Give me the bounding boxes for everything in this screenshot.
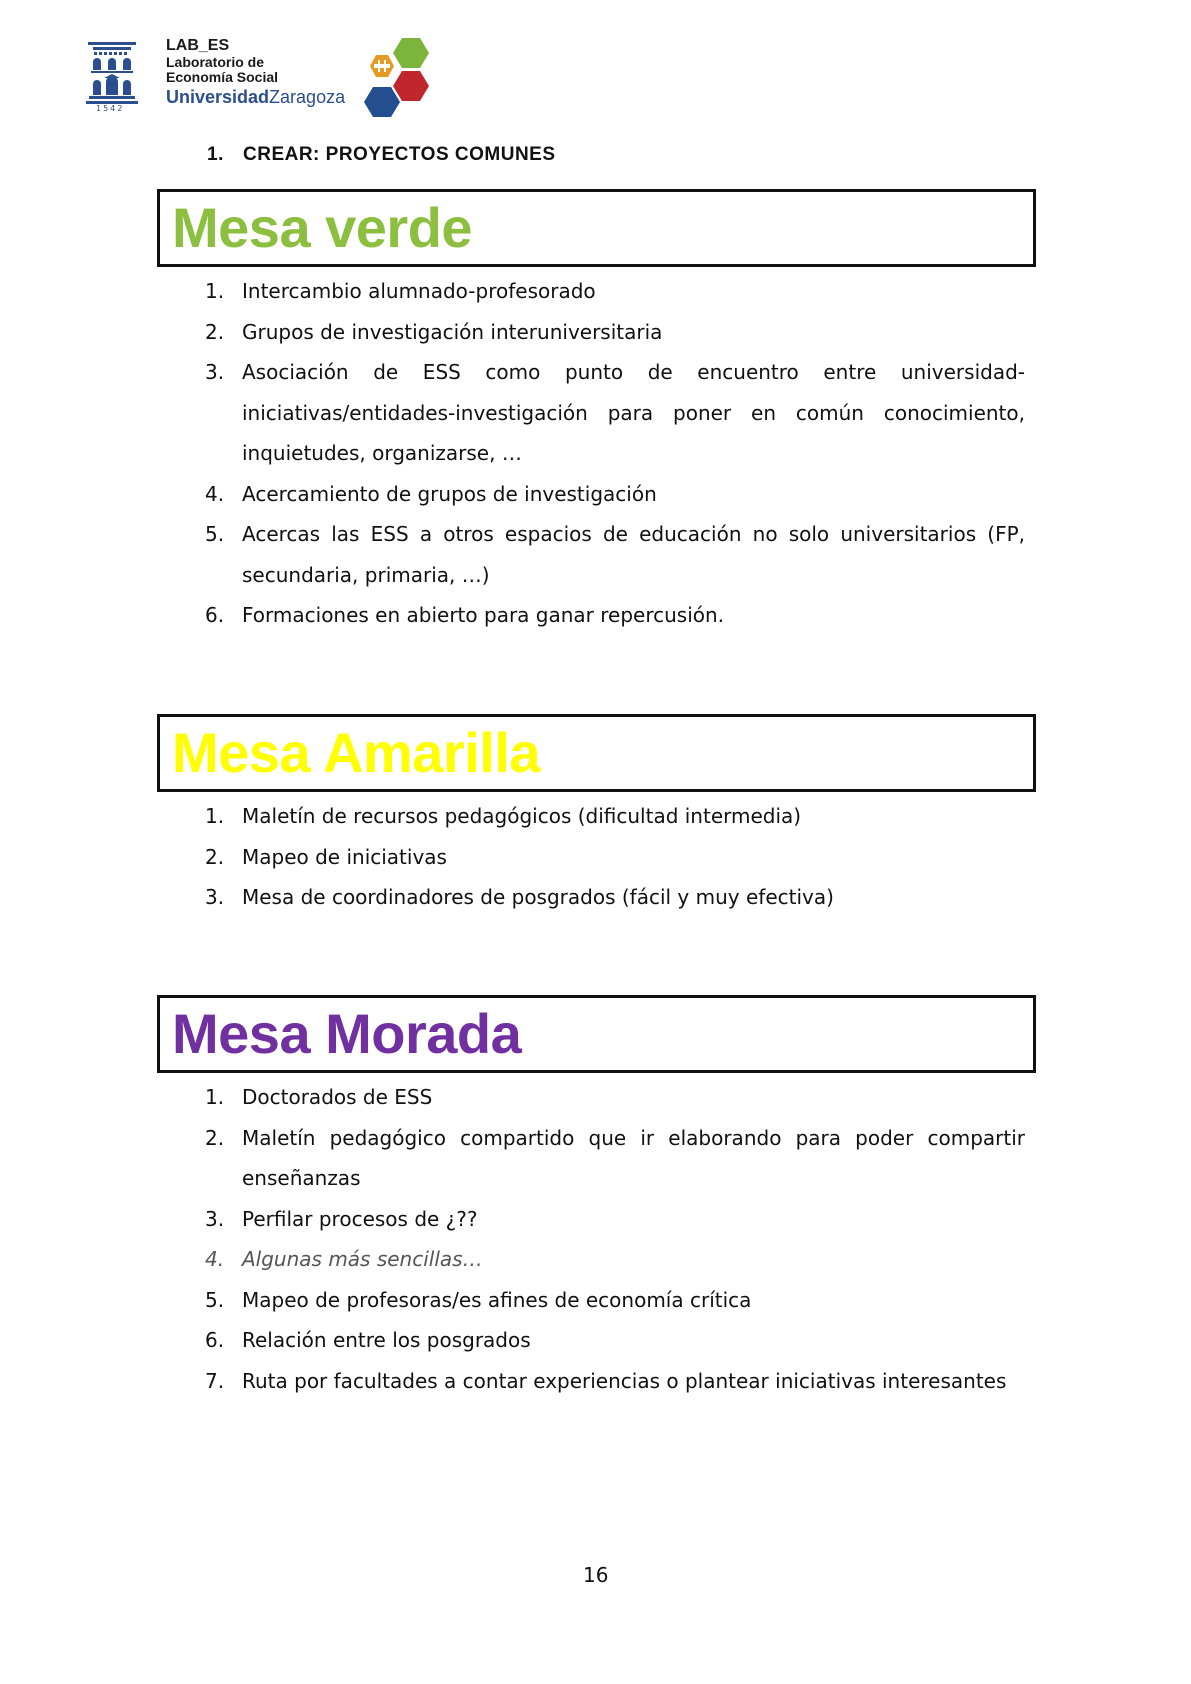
lab-subtitle-line1: Laboratorio de xyxy=(166,54,265,70)
mesa-verde-list xyxy=(205,271,1025,636)
document-header xyxy=(86,34,436,124)
list-item: 3. Mesa de coordinadores de posgrados (fácil y muy efectiva) xyxy=(205,885,834,909)
university-name-regular: Zaragoza xyxy=(269,87,346,107)
list-item: 3. Perfilar procesos de ¿?? xyxy=(205,1206,478,1231)
mesa-amarilla-list xyxy=(205,796,1025,918)
hexagon-logo-icon xyxy=(362,34,436,120)
list-item: 6. Formaciones en abierto para ganar repercusión. xyxy=(205,603,725,627)
list-item: 2. Maletín pedagógico compartido que ir elaborando para poder compartir enseñanzas xyxy=(205,1125,1025,1190)
list-item: 2. Mapeo de iniciativas xyxy=(205,844,447,869)
list-item-faded: 4. Algunas más sencillas… xyxy=(205,1247,483,1271)
list-item: 1. Intercambio alumnado-profesorado xyxy=(205,279,596,303)
list-item: 1. Doctorados de ESS xyxy=(205,1085,433,1109)
university-name-bold: Universidad xyxy=(166,87,270,107)
green-hexagon xyxy=(393,38,429,68)
section-heading xyxy=(207,144,556,166)
mesa-morada-title: Mesa Morada xyxy=(172,1002,522,1065)
mesa-morada-list xyxy=(205,1077,1025,1401)
red-hexagon xyxy=(393,71,429,101)
lab-title: LAB_ES xyxy=(166,37,230,54)
crest-year: 1542 xyxy=(96,104,125,113)
list-item: 5. Mapeo de profesoras/es afines de economía crítica xyxy=(205,1287,752,1312)
list-item: 4. Acercamiento de grupos de investigación xyxy=(205,481,657,506)
mesa-amarilla-title: Mesa Amarilla xyxy=(172,721,541,784)
list-item: 7. Ruta por facultades a contar experiencias o plantear iniciativas interesantes xyxy=(205,1368,1007,1393)
mesa-verde-box xyxy=(157,189,1036,267)
section-title: CREAR: PROYECTOS COMUNES xyxy=(243,144,556,165)
list-item: 2. Grupos de investigación interuniversitaria xyxy=(205,319,663,344)
lab-logo-text xyxy=(166,38,345,106)
university-name xyxy=(166,88,345,106)
list-item: 6. Relación entre los posgrados xyxy=(205,1328,531,1352)
page-number: 16 xyxy=(583,1563,609,1587)
mesa-amarilla-box xyxy=(157,714,1036,792)
list-item: 1. Maletín de recursos pedagógicos (dificultad intermedia) xyxy=(205,804,802,828)
blue-hexagon xyxy=(364,87,400,117)
mesa-morada-box xyxy=(157,995,1036,1073)
mesa-verde-title: Mesa verde xyxy=(172,196,473,259)
list-item: 3. Asociación de ESS como punto de encuentro entre universidad-iniciativas/entidades-investigación para poner en común conocimiento, inquietudes, organizarse, … xyxy=(205,360,1025,465)
section-number: 1. xyxy=(207,144,224,165)
lab-subtitle-line2: Economía Social xyxy=(166,69,279,85)
list-item: 5. Acercas las ESS a otros espacios de educación no solo universitarios (FP, secundaria, primaria, …) xyxy=(205,522,1025,587)
